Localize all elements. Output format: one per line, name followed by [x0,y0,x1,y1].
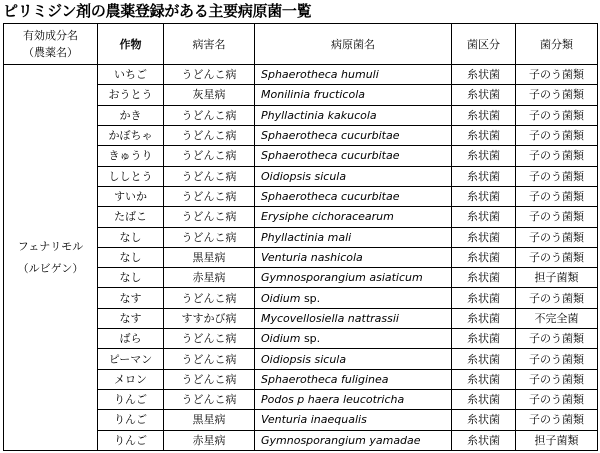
pathogen-cell [255,85,452,105]
category-cell: 糸状菌 [452,186,516,206]
classification-cell: 子のう菌類 [516,85,598,105]
pathogen-name: Oidium [261,291,301,305]
disease-cell: うどんこ病 [164,146,255,166]
pathogen-cell [255,268,452,288]
classification-cell: 子のう菌類 [516,166,598,186]
classification-cell: 子のう菌類 [516,247,598,267]
crop-cell: りんご [98,390,164,410]
pathogen-name: Sphaerotheca cucurbitae [261,149,400,163]
ingredient-name: フェナリモル [17,239,84,253]
disease-cell: うどんこ病 [164,207,255,227]
disease-cell: うどんこ病 [164,369,255,389]
classification-cell: 子のう菌類 [516,65,598,85]
disease-cell: うどんこ病 [164,390,255,410]
category-cell: 糸状菌 [452,349,516,369]
crop-cell: ししとう [98,166,164,186]
category-cell: 糸状菌 [452,369,516,389]
crop-cell: おうとう [98,85,164,105]
category-cell: 糸状菌 [452,105,516,125]
crop-cell: なす [98,288,164,308]
disease-cell: すすかび病 [164,308,255,328]
pathogen-cell [255,329,452,349]
category-cell: 糸状菌 [452,166,516,186]
crop-cell: たばこ [98,207,164,227]
disease-cell: うどんこ病 [164,125,255,145]
classification-cell: 子のう菌類 [516,349,598,369]
pathogen-name: Podos p haera leucotricha [261,393,405,407]
pathogen-cell [255,65,452,85]
crop-cell: かき [98,105,164,125]
disease-cell: うどんこ病 [164,288,255,308]
pathogen-suffix: sp. [300,332,321,346]
category-cell: 糸状菌 [452,430,516,450]
header-ingredient [4,24,98,65]
category-cell: 糸状菌 [452,65,516,85]
classification-cell: 子のう菌類 [516,146,598,166]
pathogen-name: Oidiopsis sicula [261,352,347,366]
pathogen-cell [255,186,452,206]
pathogen-suffix: sp. [300,291,321,305]
crop-cell: メロン [98,369,164,389]
pathogen-cell [255,349,452,369]
ingredient-product: （ルビゲン） [17,261,84,275]
pathogen-name: Gymnosporangium asiaticum [261,271,423,285]
category-cell: 糸状菌 [452,329,516,349]
pathogen-cell [255,390,452,410]
category-cell: 糸状菌 [452,125,516,145]
classification-cell: 不完全菌 [516,308,598,328]
classification-cell: 子のう菌類 [516,369,598,389]
pathogen-name: Venturia inaequalis [261,413,367,427]
pathogen-name: Mycovellosiella nattrassii [261,311,399,325]
disease-cell: うどんこ病 [164,349,255,369]
crop-cell: なし [98,227,164,247]
pathogen-cell [255,288,452,308]
header-classification: 菌分類 [516,24,598,65]
page-title: ピリミジン剤の農薬登録がある主要病原菌一覧 [3,2,312,20]
category-cell: 糸状菌 [452,227,516,247]
pathogen-cell [255,369,452,389]
pathogen-cell [255,207,452,227]
disease-cell: うどんこ病 [164,186,255,206]
category-cell: 糸状菌 [452,288,516,308]
crop-cell: ばら [98,329,164,349]
crop-cell: なし [98,247,164,267]
header-ingredient-line1: 有効成分名 [23,29,78,42]
pathogen-name: Sphaerotheca cucurbitae [261,190,400,204]
classification-cell: 担子菌類 [516,268,598,288]
disease-cell: うどんこ病 [164,329,255,349]
category-cell: 糸状菌 [452,85,516,105]
pathogen-name: Oidium [261,332,301,346]
disease-cell: うどんこ病 [164,227,255,247]
crop-cell: ピーマン [98,349,164,369]
pathogen-name: Phyllactinia kakucola [261,108,377,122]
classification-cell: 子のう菌類 [516,288,598,308]
pathogen-name: Oidiopsis sicula [261,169,347,183]
classification-cell: 担子菌類 [516,430,598,450]
pathogen-cell [255,125,452,145]
disease-cell: 赤星病 [164,268,255,288]
pathogen-cell [255,308,452,328]
category-cell: 糸状菌 [452,247,516,267]
pathogen-cell [255,105,452,125]
pathogen-cell [255,430,452,450]
disease-cell: 灰星病 [164,85,255,105]
category-cell: 糸状菌 [452,390,516,410]
pathogen-name: Sphaerotheca fuliginea [261,372,389,386]
category-cell: 糸状菌 [452,146,516,166]
ingredient-cell [4,65,98,451]
header-category: 菌区分 [452,24,516,65]
pathogen-cell [255,410,452,430]
disease-cell: 赤星病 [164,430,255,450]
crop-cell: りんご [98,410,164,430]
crop-cell: なし [98,268,164,288]
pathogen-name: Sphaerotheca cucurbitae [261,129,400,143]
pathogen-cell [255,247,452,267]
pathogen-name: Phyllactinia mali [261,230,352,244]
header-crop: 作物 [98,24,164,65]
disease-cell: 黒星病 [164,247,255,267]
pathogen-cell [255,146,452,166]
disease-cell: うどんこ病 [164,65,255,85]
disease-cell: うどんこ病 [164,166,255,186]
crop-cell: きゅうり [98,146,164,166]
pathogen-name: Erysiphe cichoracearum [261,210,394,224]
disease-cell: 黒星病 [164,410,255,430]
category-cell: 糸状菌 [452,410,516,430]
classification-cell: 子のう菌類 [516,329,598,349]
pathogen-table [3,23,598,451]
header-row [4,24,598,65]
header-ingredient-line2: （農薬名） [23,46,78,59]
classification-cell: 子のう菌類 [516,105,598,125]
disease-cell: うどんこ病 [164,105,255,125]
crop-cell: いちご [98,65,164,85]
pathogen-name: Venturia nashicola [261,250,363,264]
category-cell: 糸状菌 [452,207,516,227]
category-cell: 糸状菌 [452,308,516,328]
header-disease: 病害名 [164,24,255,65]
pathogen-name: Gymnosporangium yamadae [261,433,421,447]
classification-cell: 子のう菌類 [516,390,598,410]
table-row [4,65,598,85]
pathogen-name: Monilinia fructicola [261,88,365,102]
crop-cell: りんご [98,430,164,450]
header-pathogen: 病原菌名 [255,24,452,65]
crop-cell: すいか [98,186,164,206]
category-cell: 糸状菌 [452,268,516,288]
pathogen-cell [255,166,452,186]
classification-cell: 子のう菌類 [516,186,598,206]
classification-cell: 子のう菌類 [516,207,598,227]
pathogen-cell [255,227,452,247]
classification-cell: 子のう菌類 [516,227,598,247]
classification-cell: 子のう菌類 [516,125,598,145]
pathogen-name: Sphaerotheca humuli [261,68,379,82]
crop-cell: かぼちゃ [98,125,164,145]
classification-cell: 子のう菌類 [516,410,598,430]
crop-cell: なす [98,308,164,328]
